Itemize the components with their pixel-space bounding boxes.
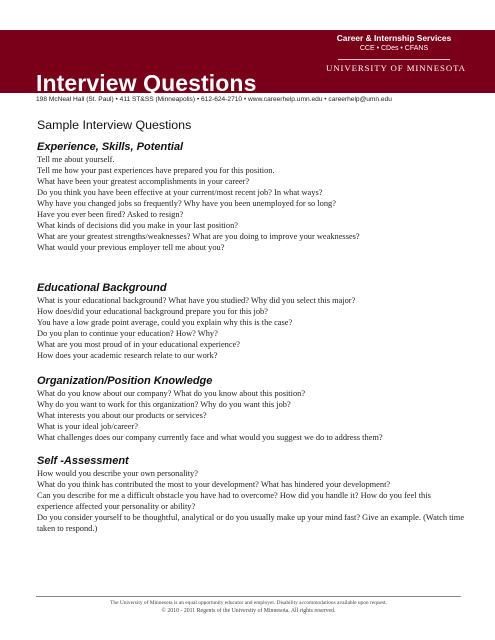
section-heading: Experience, Skills, Potential	[37, 141, 184, 153]
question-item: How would you describe your own personality?	[37, 469, 198, 478]
page-title: Interview Questions	[36, 70, 257, 96]
question-item: What are your greatest strengths/weaknesses? What are you doing to improve your weaknesses?	[37, 232, 360, 241]
question-item: What kinds of decisions did you make in your last position?	[37, 221, 238, 230]
question-item: Can you describe for me a difficult obstacle you have had to overcome? How did you handle it? How do you feel this experience affected your personality or ability?	[37, 491, 431, 511]
question-item: Do you consider yourself to be thoughtful, analytical or do you usually make up your mind fast? Give an example. (Watch time taken to respond.)	[37, 513, 465, 533]
contact-line: 198 McNeal Hall (St. Paul) • 411 ST&SS (Minneapolis) • 612-624-2710 • www.careerhelp.umn.edu • careerhelp@umn.edu	[36, 96, 392, 103]
question-item: What do you think has contributed the most to your development? What has hindered your development?	[37, 480, 391, 489]
question-item: Have you ever been fired? Asked to resign?	[37, 210, 184, 219]
brand-units: CCE • CDes • CFANS	[359, 45, 429, 52]
question-item: What is your educational background? What have you studied? Why did you select this major?	[37, 296, 356, 305]
question-item: What is your ideal job/career?	[37, 422, 138, 431]
question-item: You have a low grade point average, could you explain why this is the case?	[37, 318, 293, 327]
main-heading: Sample Interview Questions	[37, 118, 192, 132]
brand-services: Career & Internship Services	[336, 33, 452, 43]
section-heading: Educational Background	[37, 282, 167, 294]
question-item: Tell me about yourself.	[37, 155, 115, 164]
section-education	[37, 282, 467, 361]
section-organization	[37, 375, 467, 443]
section-heading: Self -Assessment	[37, 455, 129, 467]
question-item: Why have you changed jobs so frequently? Why have you been unemployed for so long?	[37, 199, 336, 208]
question-item: What challenges does our company currently face and what would you suggest we do to address them?	[37, 433, 383, 442]
header-banner	[0, 30, 495, 96]
question-item: What would your previous employer tell me about you?	[37, 243, 225, 252]
question-item: How does/did your educational background prepare you for this job?	[37, 307, 268, 316]
section-heading: Organization/Position Knowledge	[37, 375, 213, 387]
question-item: Do you plan to continue your education? How? Why?	[37, 329, 218, 338]
question-item: What do you know about our company? What do you know about this position?	[37, 389, 306, 398]
question-item: What have been your greatest accomplishments in your career?	[37, 177, 250, 186]
question-item: Tell me how your past experiences have prepared you for this position.	[37, 166, 275, 175]
footer-disclaimer: The University of Minnesota is an equal opportunity educator and employer. Disability accommodations available upon request.	[110, 600, 387, 606]
question-item: What are you most proud of in your educational experience?	[37, 340, 241, 349]
question-item: Do you think you have been effective at your current/most recent job? In what ways?	[37, 188, 323, 197]
footer-divider	[36, 596, 461, 597]
question-item: What interests you about our products or services?	[37, 411, 207, 420]
university-wordmark: UNIVERSITY OF MINNESOTA	[326, 63, 466, 73]
section-experience	[37, 141, 467, 253]
section-self-assessment	[37, 455, 467, 534]
brand-block	[326, 30, 466, 93]
question-item: Why do you want to work for this organization? Why do you want this job?	[37, 400, 291, 409]
footer-copyright: © 2010 - 2011 Regents of the University of Minnesota. All rights reserved.	[161, 608, 336, 614]
question-item: How does your academic research relate to our work?	[37, 351, 218, 360]
brand-divider	[338, 59, 450, 60]
